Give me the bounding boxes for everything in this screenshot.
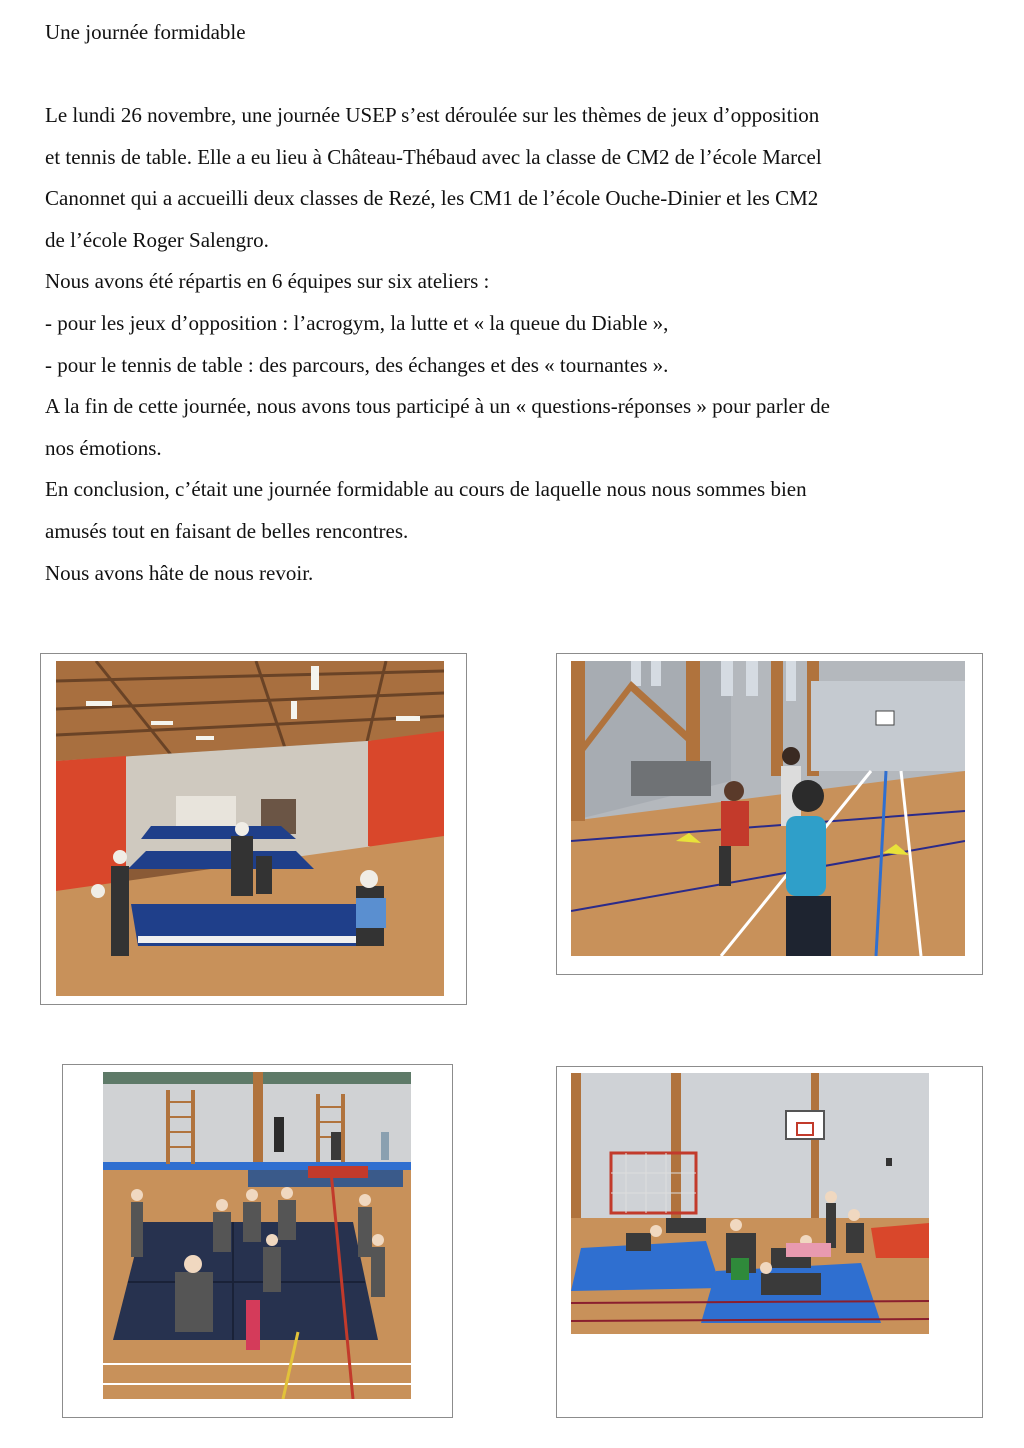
photo-frame-table-tennis [40,653,467,1005]
paragraph-line: de l’école Roger Salengro. [45,227,269,252]
gym-race-photo [571,661,965,956]
paragraph-line: nos émotions. [45,435,162,460]
document-title: Une journée formidable [45,20,246,44]
acrogym-photo [103,1072,411,1399]
article-body [45,100,985,599]
table-tennis-photo [56,661,444,996]
paragraph-line: A la fin de cette journée, nous avons tous participé à un « questions-réponses » pour parler de [45,394,830,419]
wrestling-photo [571,1073,929,1334]
paragraph-line: amusés tout en faisant de belles rencontres. [45,518,409,543]
paragraph-line: Nous avons hâte de nous revoir. [45,560,314,585]
paragraph-line: et tennis de table. Elle a eu lieu à Château-Thébaud avec la classe de CM2 de l’école Marcel [45,144,822,169]
paragraph-line: Le lundi 26 novembre, une journée USEP s’est déroulée sur les thèmes de jeux d’opposition [45,103,820,127]
list-item-line: - pour le tennis de table : des parcours, des échanges et des « tournantes ». [45,352,669,377]
paragraph-line: En conclusion, c’était une journée formidable au cours de laquelle nous nous sommes bien [45,477,807,502]
photo-frame-wrestling [556,1066,983,1418]
paragraph-line: Nous avons été répartis en 6 équipes sur six ateliers : [45,269,490,294]
photo-frame-acrogym [62,1064,453,1418]
paragraph-line: Canonnet qui a accueilli deux classes de Rezé, les CM1 de l’école Ouche-Dinier et les CM2 [45,186,819,211]
list-item-line: - pour les jeux d’opposition : l’acrogym, la lutte et « la queue du Diable », [45,310,669,335]
photo-frame-gym-race [556,653,983,975]
